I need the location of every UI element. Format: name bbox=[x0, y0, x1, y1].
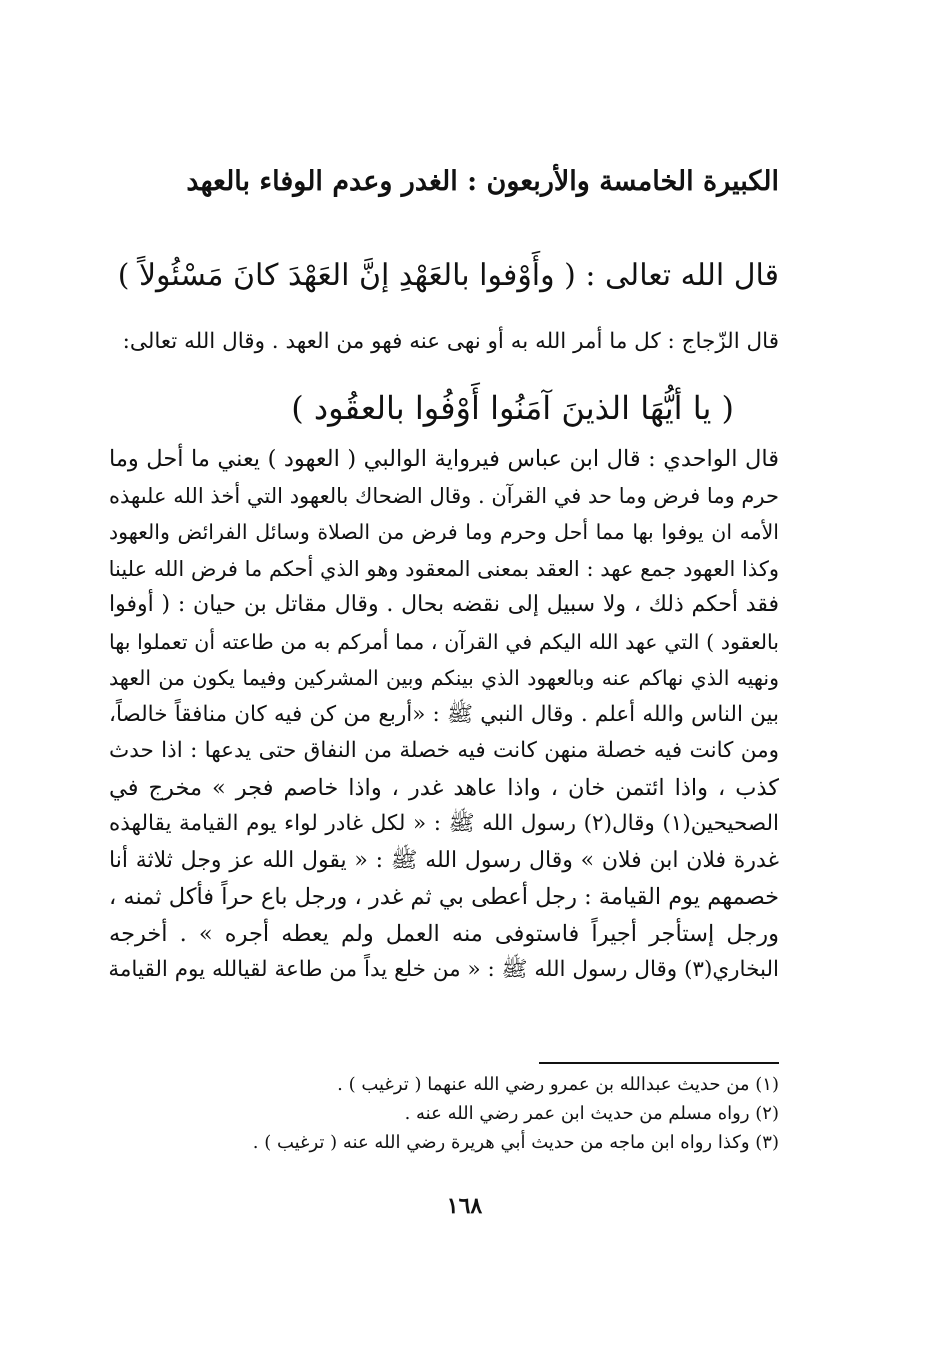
page-number: ١٦٨ bbox=[446, 1193, 483, 1219]
body-text bbox=[109, 441, 779, 989]
body-line: قال الواحدي : قال ابن عباس فيرواية الوالبي ( العهود ) يعني ما أحل وما bbox=[109, 446, 779, 472]
footnote-2: (٢) رواه مسلم من حديث ابن عمر رضي الله عنه . bbox=[404, 1103, 779, 1124]
body-line: الأمه ان يوفوا بها مما أحل وحرم وما فرض من الصلاة وسائل الفرائض والعهود bbox=[109, 520, 779, 544]
body-line: غدرة فلان ابن فلان » وقال رسول الله ﷺ : « يقول الله عز وجل ثلاثة أنا bbox=[109, 847, 779, 873]
quran-verse-1: قال الله تعالى : ( وأَوْفوا بالعَهْدِ إنَّ العَهْدَ كانَ مَسْئُولاً ) bbox=[117, 258, 779, 293]
body-line: بالعقود ) التي عهد الله اليكم في القرآن ، مما أمركم به من طاعته أن تعملوا بها bbox=[109, 629, 779, 654]
zajjaj-quote: قال الزّجاج : كل ما أمر الله به أو نهى عنه فهو من العهد . وقال الله تعالى: bbox=[122, 329, 779, 354]
body-line: فقد أحكم ذلك ، ولا سبيل إلى نقضه بحال . وقال مقاتل بن حيان : ( أوفوا bbox=[109, 592, 779, 617]
body-line: ورجل إستأجر أجيراً فاستوفى منه العمل ولم يعطه أجره » . أخرجه bbox=[109, 920, 779, 947]
body-line: وكذا العهود جمع عهد : العقد بمعنى المعقود وهو الذي أحكم ما فرض الله علينا bbox=[108, 556, 779, 581]
footnote-3: (٣) وكذا رواه ابن ماجه من حديث أبي هريرة رضي الله عنه ( ترغيب ) . bbox=[252, 1132, 779, 1153]
chapter-title: الكبيرة الخامسة والأربعون : الغدر وعدم الوفاء بالعهد bbox=[186, 166, 779, 197]
body-line: البخاري(٣) وقال رسول الله ﷺ : « من خلع يداً من طاعة لقيالله يوم القيامة bbox=[108, 957, 779, 982]
footnote-divider bbox=[539, 1062, 779, 1064]
body-line: بين الناس والله أعلم . وقال النبي ﷺ : «أربع من كن فيه كان منافقاً خالصاً، bbox=[109, 701, 779, 727]
body-line: خصمهم يوم القيامة : رجل أعطى بي ثم غدر ، ورجل باع حراً فأكل ثمنه ، bbox=[109, 884, 779, 910]
body-line: الصحيحين(١) وقال(٢) رسول الله ﷺ : « لكل غادر لواء يوم القيامة يقالهذه bbox=[109, 811, 779, 836]
body-line: ونهيه الذي نهاكم عنه وبالعهود الذي بينكم وبين المشركين وفيما يكون من العهد bbox=[109, 666, 779, 690]
quran-verse-2: ( يا أيُّهَا الذينَ آمَنُوا أَوْفُوا بالعقُود ) bbox=[291, 389, 734, 427]
body-line: ومن كانت فيه خصلة منهن كانت فيه خصلة من النفاق حتى يدعها : اذا حدث bbox=[109, 738, 779, 763]
footnotes bbox=[159, 1070, 779, 1157]
body-line: كذب ، واذا ائتمن خان ، واذا عاهد غدر ، واذا خاصم فجر » مخرج في bbox=[109, 774, 779, 801]
footnote-1: (١) من حديث عبدالله بن عمرو رضي الله عنهما ( ترغيب ) . bbox=[337, 1074, 779, 1095]
body-line: حرم وما فرض وما حد في القرآن . وقال الضحاك بالعهود التي أخذ الله علىهذه bbox=[109, 483, 779, 508]
